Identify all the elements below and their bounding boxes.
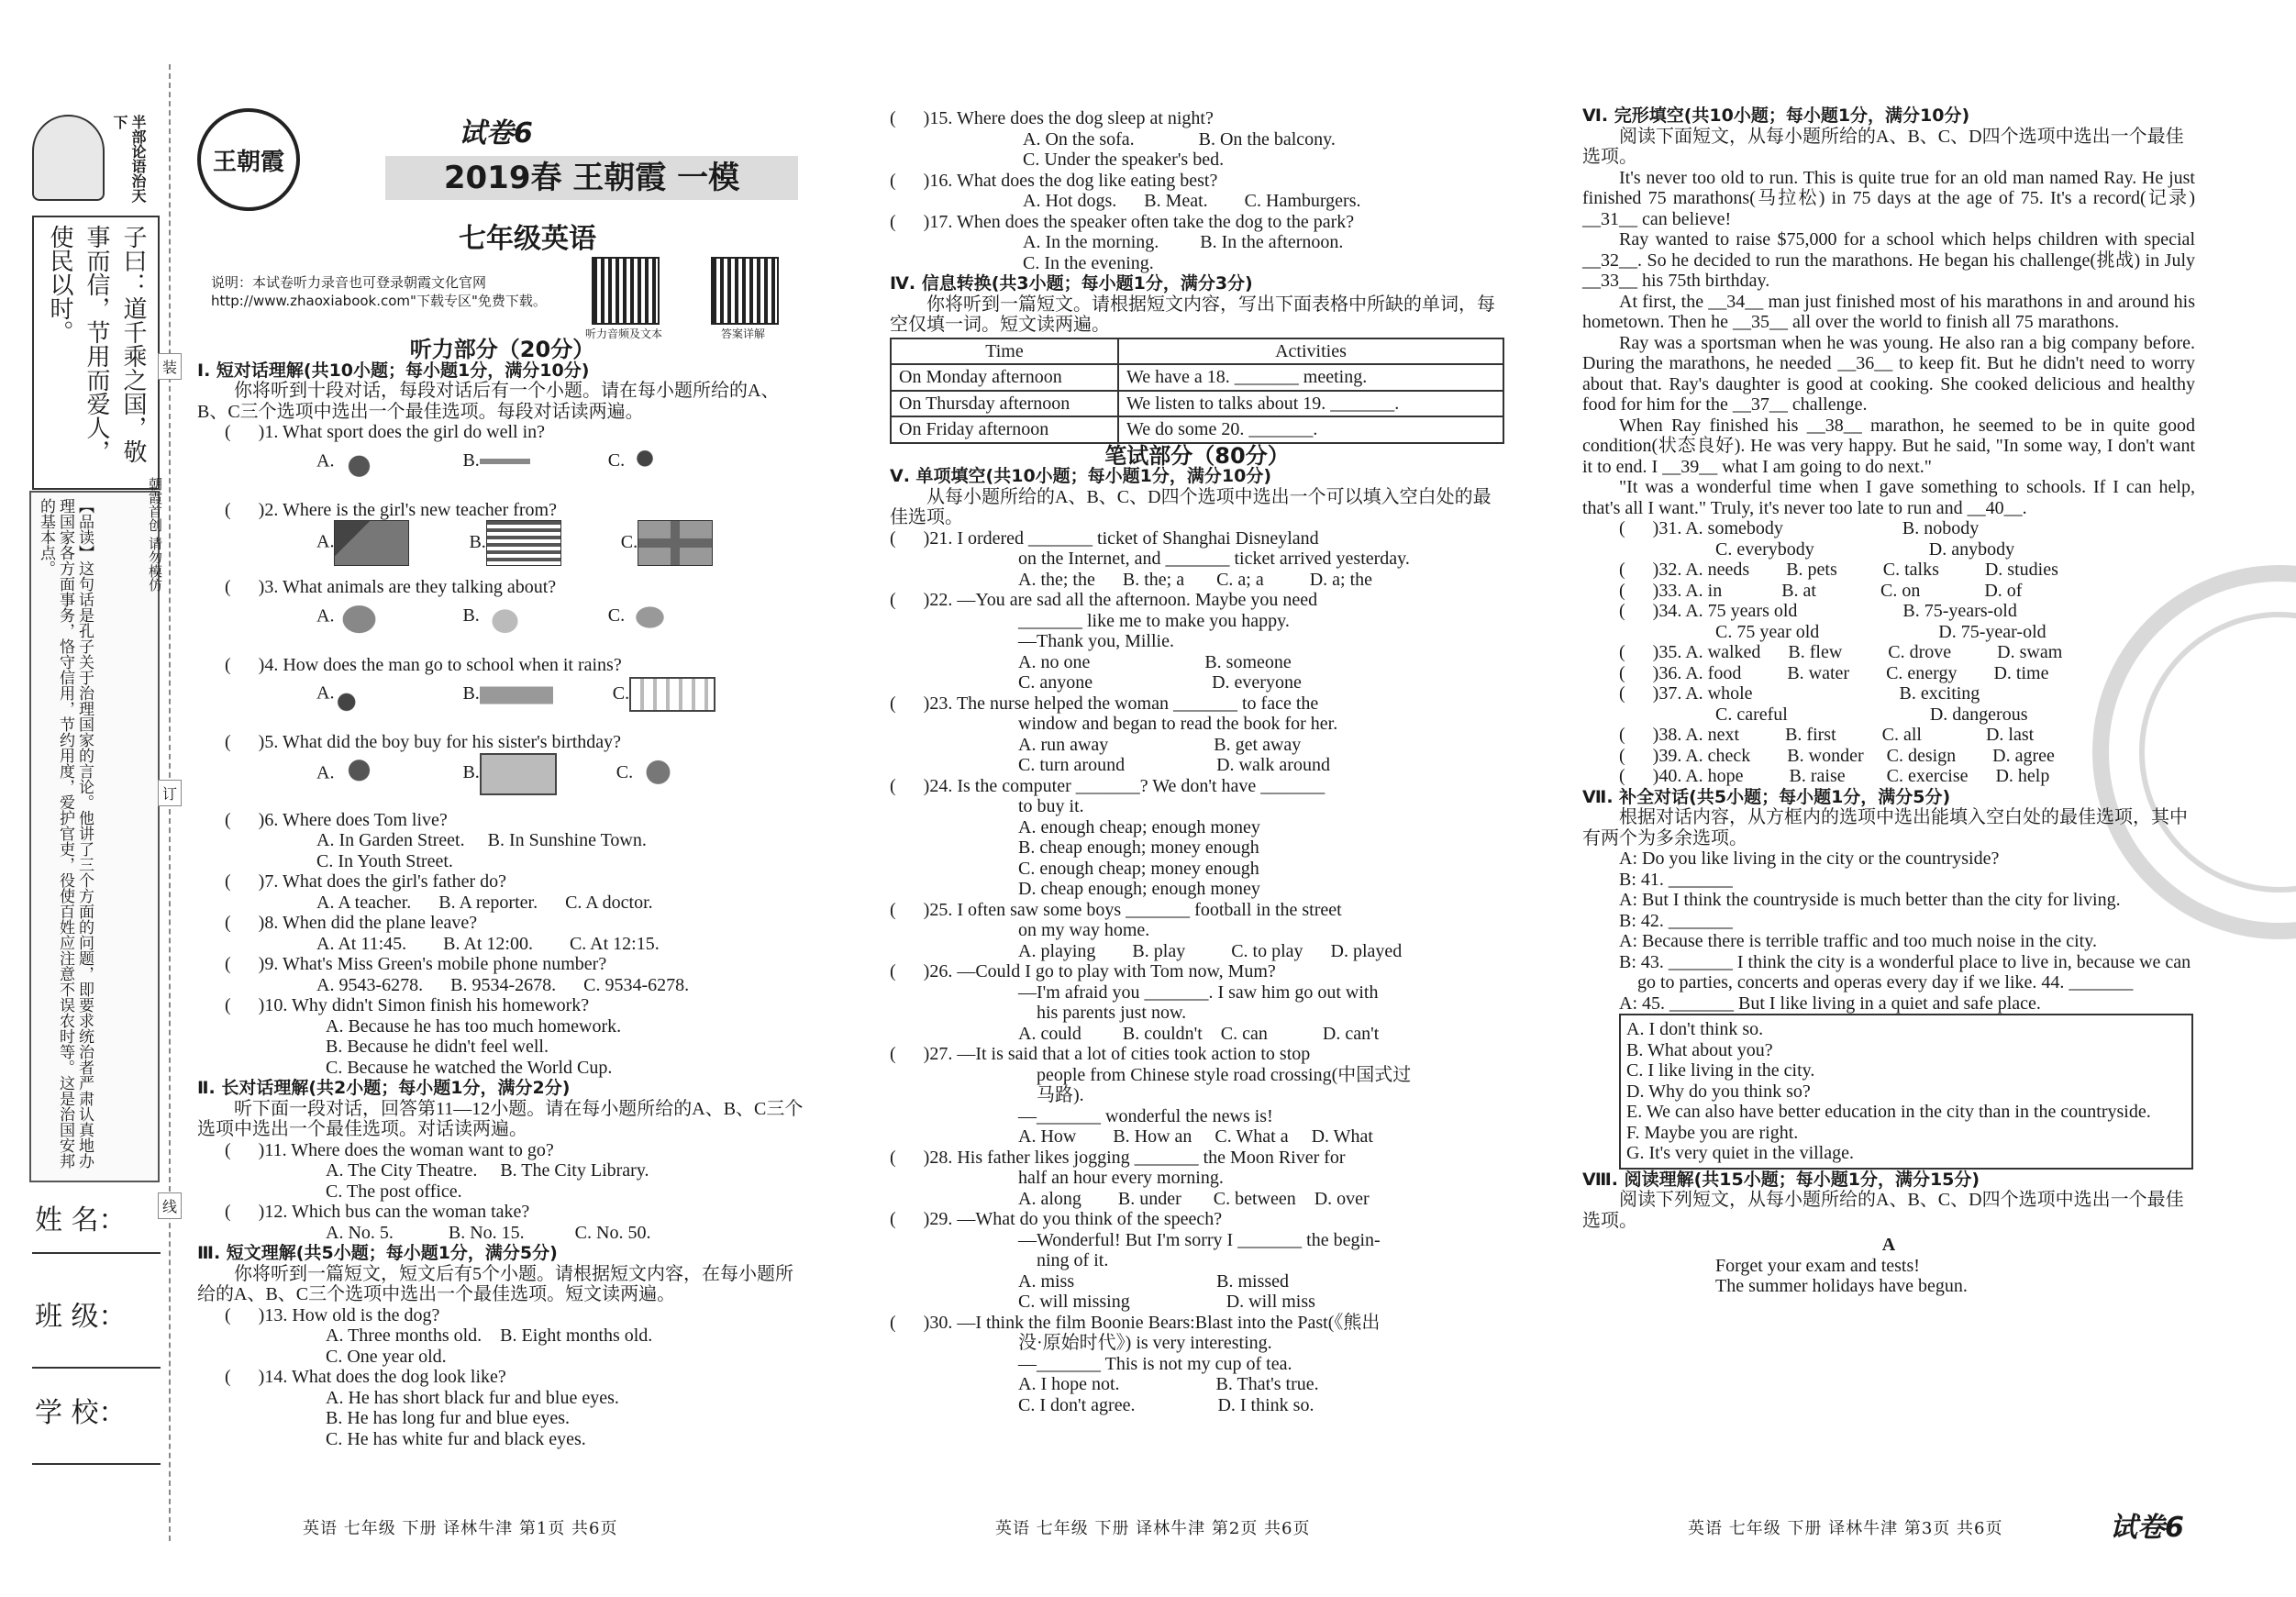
bicycle-icon[interactable] bbox=[334, 675, 384, 714]
cut-label-2: 订 bbox=[158, 780, 182, 806]
q34-options-cd: C. 75 year old D. 75-year-old bbox=[1715, 621, 2046, 642]
table-header: Time bbox=[891, 338, 1118, 365]
q22-cont-2: —Thank you, Millie. bbox=[1018, 631, 1174, 651]
question-38: ( )38. A. next B. first C. all D. last bbox=[1619, 725, 2035, 745]
dialogue-line: A: Do you like living in the city or the countryside? bbox=[1619, 848, 2000, 869]
strip-top-label: 半部论语治天下 bbox=[111, 115, 147, 203]
option-item: C. I like living in the city. bbox=[1626, 1060, 1815, 1081]
table-row bbox=[891, 364, 1503, 391]
camel-icon[interactable] bbox=[625, 598, 675, 637]
question-11: ( )11. Where does the woman want to go? bbox=[225, 1139, 554, 1160]
q28-options: A. along B. under C. between D. over bbox=[1018, 1188, 1370, 1209]
q27-cont-3: —_______ wonderful the news is! bbox=[1018, 1105, 1273, 1126]
question-7: ( )7. What does the girl's father do? bbox=[225, 871, 507, 892]
elephant-icon[interactable] bbox=[334, 598, 384, 637]
australia-flag-icon[interactable] bbox=[334, 520, 409, 566]
q15-option-c: C. Under the speaker's bed. bbox=[1023, 150, 1225, 170]
table-cell: On Friday afternoon bbox=[891, 416, 1118, 443]
q37-options-cd: C. careful D. dangerous bbox=[1715, 704, 2028, 725]
q4-options bbox=[197, 675, 807, 732]
q24-option-a: A. enough cheap; enough money bbox=[1018, 816, 1260, 837]
table-cell: On Thursday afternoon bbox=[891, 391, 1118, 417]
section-2-title: Ⅱ. 长对话理解(共2小题；每小题1分，满分2分) bbox=[197, 1078, 571, 1098]
doll-icon[interactable] bbox=[633, 755, 683, 793]
question-40: ( )40. A. hope B. raise C. exercise D. help bbox=[1619, 766, 2050, 786]
question-14: ( )14. What does the dog look like? bbox=[225, 1367, 506, 1387]
q22-cont: _______ like me to make you happy. bbox=[1018, 610, 1290, 631]
question-37: ( )37. A. whole B. exciting bbox=[1619, 683, 1980, 704]
option-item: B. What about you? bbox=[1626, 1039, 1773, 1060]
opt-a: A. bbox=[316, 531, 335, 552]
question-31: ( )31. A. somebody B. nobody bbox=[1619, 518, 1980, 538]
page-title: 2019春 王朝霞 一模 bbox=[385, 156, 798, 200]
option-item: E. We can also have better education in the city than in the countryside. bbox=[1626, 1102, 2151, 1122]
q17-options: A. In the morning. B. In the afternoon. bbox=[1023, 232, 1344, 252]
q26-cont: —I'm afraid you _______. I saw him go out with bbox=[1018, 981, 1379, 1003]
opt-c: C. bbox=[620, 531, 638, 552]
q9-options: A. 9543-6278. B. 9534-2678. C. 9534-6278. bbox=[316, 974, 690, 995]
qr-code-audio[interactable] bbox=[592, 257, 660, 325]
q6-options: A. In Garden Street. B. In Sunshine Town. bbox=[316, 830, 647, 850]
opt-b: B. bbox=[462, 605, 480, 627]
q13-options: A. Three months old. B. Eight months old. bbox=[326, 1325, 653, 1346]
q31-options-cd: C. everybody D. anybody bbox=[1715, 538, 2015, 560]
q23-cont: window and began to read the book for her. bbox=[1018, 714, 1338, 734]
motto-box bbox=[32, 216, 160, 490]
question-28: ( )28. His father likes jogging _______ the Moon River for bbox=[890, 1147, 1346, 1168]
cloze-paragraph: Ray was a sportsman when he was young. He also ran a big company before. During the marathons, he needed __36__ to keep fit. But he didn't need to worry about that. Ray's daughter is good at cooking. She cooked delicious and healthy food for him for the __37__ challenge. bbox=[1582, 332, 2200, 415]
question-35: ( )35. A. walked B. flew C. drove D. swam bbox=[1619, 642, 2063, 662]
dialogue-line: A: But I think the countryside is much better than the city for living. bbox=[1619, 890, 2121, 910]
table-row bbox=[891, 416, 1503, 443]
question-24: ( )24. Is the computer _______? We don't have _______ bbox=[890, 775, 1325, 796]
q22-options-cd: C. anyone D. everyone bbox=[1018, 672, 1302, 693]
q10-option-b: B. Because he didn't feel well. bbox=[326, 1037, 549, 1057]
cut-label-3: 线 bbox=[158, 1192, 182, 1219]
confucius-illustration bbox=[32, 115, 105, 201]
passage-label: A bbox=[1881, 1235, 1896, 1255]
cloze-paragraph: "It was a wonderful time when I gave something to schools. If I can help, that's all I want." Truly, it's never too late to run and __40__. bbox=[1582, 477, 2200, 518]
q26-cont-2: his parents just now. bbox=[1037, 1003, 1187, 1023]
q6-option-c: C. In Youth Street. bbox=[316, 850, 453, 871]
section-8-title: Ⅷ. 阅读理解(共15小题；每小题1分，满分15分) bbox=[1582, 1169, 1980, 1190]
poem-line: Forget your exam and tests! bbox=[1715, 1255, 1920, 1276]
q1-options bbox=[197, 443, 807, 500]
q27-cont: people from Chinese style road crossing(中国式过 bbox=[1037, 1064, 1412, 1085]
opt-b: B. bbox=[462, 450, 480, 471]
opt-a: A. bbox=[316, 682, 335, 704]
q30-options-cd: C. I don't agree. D. I think so. bbox=[1018, 1394, 1314, 1415]
section-7-title: Ⅶ. 补全对话(共5小题；每小题1分，满分5分) bbox=[1582, 786, 1951, 807]
q24-option-b: B. cheap enough; money enough bbox=[1018, 837, 1259, 858]
section-4-desc: 你将听到一篇短文。请根据短文内容，写出下面表格中所缺的单词，每空仅填一词。短文读两遍。 bbox=[890, 294, 1495, 335]
rabbit-icon[interactable] bbox=[480, 598, 530, 637]
question-34: ( )34. A. 75 years old B. 75-years-old bbox=[1619, 601, 2017, 621]
download-note: 说明：本试卷听力录音也可登录朝霞文化官网http://www.zhaoxiabook.com"下载专区"免费下载。 bbox=[211, 274, 547, 309]
question-17: ( )17. When does the speaker often take the dog to the park? bbox=[890, 211, 1355, 232]
question-36: ( )36. A. food B. water C. energy D. time bbox=[1619, 662, 2049, 683]
school-label: 学 校： bbox=[35, 1397, 127, 1429]
q10-option-a: A. Because he has too much homework. bbox=[326, 1015, 622, 1037]
dialogue-line[interactable]: B: 42. _______ bbox=[1619, 910, 1733, 931]
footer-page-1: 英语 七年级 下册 译林牛津 第1页 共6页 bbox=[303, 1519, 618, 1538]
class-label: 班 级： bbox=[35, 1301, 127, 1333]
q11-options: A. The City Theatre. B. The City Library. bbox=[326, 1160, 649, 1181]
opt-b: B. bbox=[462, 682, 480, 704]
name-field[interactable] bbox=[32, 1252, 161, 1254]
pindu-box bbox=[29, 491, 160, 1182]
q15-options: A. On the sofa. B. On the balcony. bbox=[1023, 128, 1336, 150]
opt-b: B. bbox=[462, 762, 480, 783]
cloze-paragraph: Ray wanted to raise $75,000 for a school which helps children with special __32__. So he decided to run the marathons. He began his challenge(挑战) in July __33__ his 75th birthday. bbox=[1582, 229, 2200, 291]
q30-cont: 没·原始时代》) is very interesting. bbox=[1018, 1333, 1272, 1353]
question-3: ( )3. What animals are they talking about? bbox=[225, 577, 557, 597]
q21-options: A. the; the B. the; a C. a; a D. a; the bbox=[1018, 569, 1373, 590]
section-5-desc: 从每小题所给的A、B、C、D四个选项中选出一个可以填入空白处的最佳选项。 bbox=[890, 486, 1492, 527]
question-4: ( )4. How does the man go to school when it rains? bbox=[225, 654, 622, 675]
cloze-paragraph: It's never too old to run. This is quite true for an old man named Ray. He just finished 75 marathons(马拉松) in 75 days at the age of 75. It's a record(记录) __31__ can believe! bbox=[1582, 167, 2200, 229]
qr-code-answers[interactable] bbox=[711, 257, 779, 325]
q23-options-cd: C. turn around D. walk around bbox=[1018, 755, 1330, 775]
q17-option-c: C. In the evening. bbox=[1023, 252, 1154, 273]
cloze-paragraph: At first, the __34__ man just finished most of his marathons in and around his hometown. Then he __35__ all over the world to finish all 75 marathons. bbox=[1582, 291, 2200, 332]
q12-options: A. No. 5. B. No. 15. C. No. 50. bbox=[326, 1222, 651, 1243]
q21-cont: on the Internet, and _______ ticket arrived yesterday. bbox=[1018, 549, 1410, 569]
question-22: ( )22. —You are sad all the afternoon. Maybe you need bbox=[890, 590, 1318, 610]
opt-c: C. bbox=[612, 682, 630, 704]
column-3 bbox=[1582, 105, 2200, 1297]
footer-paper-tag: 试卷6 bbox=[2110, 1512, 2184, 1544]
table-cell: On Monday afternoon bbox=[891, 364, 1118, 391]
q8-options: A. At 11:45. B. At 12:00. C. At 12:15. bbox=[316, 933, 660, 954]
section-6-desc: 阅读下面短文，从每小题所给的A、B、C、D四个选项中选出一个最佳选项。 bbox=[1582, 126, 2184, 167]
q16-options: A. Hot dogs. B. Meat. C. Hamburgers. bbox=[1023, 191, 1361, 211]
q25-cont: on my way home. bbox=[1018, 920, 1150, 940]
binding-strip bbox=[0, 0, 170, 1597]
section-7-desc: 根据对话内容，从方框内的选项中选出能填入空白处的最佳选项，其中有两个为多余选项。 bbox=[1582, 807, 2188, 848]
opt-b: B. bbox=[469, 531, 486, 552]
table-cell[interactable]: We listen to talks about 19. _______. bbox=[1118, 391, 1503, 417]
section-5-title: Ⅴ. 单项填空(共10小题；每小题1分，满分10分) bbox=[890, 466, 1272, 486]
question-6: ( )6. Where does Tom live? bbox=[225, 809, 448, 830]
q2-options bbox=[197, 520, 807, 577]
question-5: ( )5. What did the boy buy for his sister's birthday? bbox=[225, 732, 622, 752]
option-item: A. I don't think so. bbox=[1626, 1019, 1764, 1039]
qr2-label: 答案详解 bbox=[720, 327, 765, 340]
column-2 bbox=[890, 108, 1504, 1415]
dialogue-line[interactable]: A: 45. _______ But I like living in a quiet and safe place. bbox=[1619, 993, 2041, 1014]
q28-cont: half an hour every morning. bbox=[1018, 1168, 1224, 1188]
section-2-desc: 听下面一段对话，回答第11—12小题。请在每小题所给的A、B、C三个选项中选出一个最佳选项。对话读两遍。 bbox=[197, 1098, 804, 1139]
option-item: G. It's very quiet in the village. bbox=[1626, 1143, 1854, 1163]
motto-text: 子曰：道千乘之国，敬事而信，节用而爱人，使民以时。 bbox=[46, 225, 147, 463]
q14-option-c: C. He has white fur and black eyes. bbox=[326, 1428, 586, 1449]
option-item: D. Why do you think so? bbox=[1626, 1081, 1811, 1102]
swimming-icon[interactable] bbox=[480, 443, 530, 482]
bus-icon[interactable] bbox=[629, 677, 715, 712]
section-3-title: Ⅲ. 短文理解(共5小题；每小题1分，满分5分) bbox=[197, 1243, 558, 1263]
car-icon[interactable] bbox=[480, 675, 553, 714]
question-2: ( )2. Where is the girl's new teacher from? bbox=[225, 499, 557, 520]
brand-logo: 王朝霞 bbox=[197, 108, 300, 211]
opt-a: A. bbox=[316, 762, 335, 783]
question-15: ( )15. Where does the dog sleep at night? bbox=[890, 108, 1214, 128]
q5-options bbox=[197, 753, 807, 810]
q29-options-cd: C. will missing D. will miss bbox=[1018, 1292, 1315, 1312]
question-39: ( )39. A. check B. wonder C. design D. agree bbox=[1619, 745, 2055, 766]
footer-page-3: 英语 七年级 下册 译林牛津 第3页 共6页 bbox=[1688, 1519, 2003, 1538]
question-16: ( )16. What does the dog like eating best? bbox=[890, 170, 1218, 191]
opt-c: C. bbox=[607, 605, 626, 627]
info-table bbox=[890, 338, 1504, 444]
question-23: ( )23. The nurse helped the woman _______ to face the bbox=[890, 693, 1319, 714]
q29-cont-2: ning of it. bbox=[1037, 1250, 1109, 1270]
q24-option-c: C. enough cheap; money enough bbox=[1018, 858, 1259, 879]
q30-options-ab: A. I hope not. B. That's true. bbox=[1018, 1374, 1319, 1394]
opt-a: A. bbox=[316, 450, 335, 471]
section-1-desc: 你将听到十段对话，每段对话后有一个小题。请在每小题所给的A、B、C三个选项中选出一个最佳选项。每段对话读两遍。 bbox=[197, 381, 780, 422]
question-26: ( )26. —Could I go to play with Tom now, Mum? bbox=[890, 961, 1276, 981]
cycling-icon[interactable] bbox=[334, 443, 384, 482]
opt-c: C. bbox=[616, 762, 634, 783]
qr1-label: 听力音频及文本 bbox=[584, 327, 662, 340]
q3-options bbox=[197, 598, 807, 655]
table-cell[interactable]: We have a 18. _______ meeting. bbox=[1118, 364, 1503, 391]
q24-cont: to buy it. bbox=[1018, 796, 1084, 816]
question-27: ( )27. —It is said that a lot of cities took action to stop bbox=[890, 1044, 1311, 1064]
pindu-text: 【品读】这句话是孔子关于治理国家的言论。他讲了三个方面的问题，即要求统治者严肃认真地办理国家各方面事务，恪守信用，节约用度，爱护官吏，役使百姓应注意不误农时等。这是治国安邦的基本点。 bbox=[38, 498, 94, 1169]
section-1-title: Ⅰ. 短对话理解(共10小题；每小题1分，满分10分) bbox=[197, 360, 590, 381]
question-33: ( )33. A. in B. at C. on D. of bbox=[1619, 580, 2023, 601]
question-30: ( )30. —I think the film Boonie Bears:Blast into the Past(《熊出 bbox=[890, 1312, 1381, 1333]
question-12: ( )12. Which bus can the woman take? bbox=[225, 1202, 530, 1222]
q30-cont-2: —_______ This is not my cup of tea. bbox=[1018, 1353, 1292, 1374]
q26-options: A. could B. couldn't C. can D. can't bbox=[1018, 1023, 1380, 1044]
q13-option-c: C. One year old. bbox=[326, 1346, 447, 1367]
uk-flag-icon[interactable] bbox=[638, 520, 713, 566]
q29-options-ab: A. miss B. missed bbox=[1018, 1270, 1290, 1292]
q14-option-b: B. He has long fur and blue eyes. bbox=[326, 1408, 571, 1428]
opt-c: C. bbox=[607, 450, 626, 471]
written-title: 笔试部分（80分） bbox=[1104, 442, 1290, 469]
usa-flag-icon[interactable] bbox=[486, 520, 561, 566]
question-29: ( )29. —What do you think of the speech? bbox=[890, 1209, 1223, 1229]
cut-label-1: 装 bbox=[158, 353, 182, 380]
school-field[interactable] bbox=[32, 1463, 161, 1465]
grade-title: 七年级英语 bbox=[459, 223, 596, 255]
poem-line: The summer holidays have begun. bbox=[1715, 1276, 1968, 1296]
table-cell[interactable]: We do some 20. _______. bbox=[1118, 416, 1503, 443]
section-3-desc: 你将听到一篇短文，短文后有5个小题。请根据短文内容，在每小题所给的A、B、C三个选项中选出一个最佳选项。短文读两遍。 bbox=[197, 1263, 793, 1304]
question-25: ( )25. I often saw some boys _______ football in the street bbox=[890, 899, 1342, 920]
name-label: 姓 名： bbox=[35, 1204, 127, 1237]
question-13: ( )13. How old is the dog? bbox=[225, 1304, 440, 1325]
dialogue-line[interactable]: B: 41. _______ bbox=[1619, 869, 1733, 890]
q23-options-ab: A. run away B. get away bbox=[1018, 734, 1302, 755]
section-4-title: Ⅳ. 信息转换(共3小题；每小题1分，满分3分) bbox=[890, 273, 1253, 294]
question-9: ( )9. What's Miss Green's mobile phone number? bbox=[225, 954, 607, 974]
q25-options: A. playing B. play C. to play D. played bbox=[1018, 940, 1403, 961]
question-21: ( )21. I ordered _______ ticket of Shanghai Disneyland bbox=[890, 527, 1319, 549]
options-box bbox=[1619, 1014, 2193, 1170]
q10-option-c: C. Because he watched the World Cup. bbox=[326, 1057, 613, 1078]
cloze-paragraph: When Ray finished his __38__ marathon, he seemed to be in quite good condition(状态良好). He was very happy. But he said, "In some way, I don't want it to end. I __39__ what I am going to do next." bbox=[1582, 415, 2200, 477]
question-32: ( )32. A. needs B. pets C. talks D. studies bbox=[1619, 560, 2058, 580]
table-header-row bbox=[891, 338, 1503, 365]
card-icon[interactable] bbox=[480, 753, 557, 795]
q27-options: A. How B. How an C. What a D. What bbox=[1018, 1126, 1373, 1147]
flowers-icon[interactable] bbox=[334, 755, 384, 793]
dialogue-line: A: Because there is terrible traffic and too much noise in the city. bbox=[1619, 931, 2097, 951]
class-field[interactable] bbox=[32, 1367, 161, 1369]
section-6-title: Ⅵ. 完形填空(共10小题；每小题1分，满分10分) bbox=[1582, 105, 1970, 126]
q11-option-c: C. The post office. bbox=[326, 1181, 462, 1202]
table-header: Activities bbox=[1118, 338, 1503, 365]
listening-title: 听力部分（20分） bbox=[409, 337, 595, 362]
skating-icon[interactable] bbox=[625, 443, 675, 482]
q24-option-d: D. cheap enough; enough money bbox=[1018, 879, 1260, 899]
q14-option-a: A. He has short black fur and blue eyes. bbox=[326, 1387, 619, 1408]
q27-cont-2: 马路). bbox=[1037, 1085, 1084, 1105]
q22-options-ab: A. no one B. someone bbox=[1018, 651, 1292, 672]
opt-a: A. bbox=[316, 605, 335, 627]
question-8: ( )8. When did the plane leave? bbox=[225, 913, 478, 933]
question-10: ( )10. Why didn't Simon finish his homework? bbox=[225, 995, 590, 1015]
column-1 bbox=[197, 339, 807, 1449]
q29-cont: —Wonderful! But I'm sorry I _______ the begin- bbox=[1018, 1229, 1381, 1250]
side-note: 朝霞首创 请勿模仿 bbox=[147, 477, 163, 592]
section-8-desc: 阅读下列短文，从每小题所给的A、B、C、D四个选项中选出一个最佳选项。 bbox=[1582, 1190, 2184, 1231]
table-row bbox=[891, 391, 1503, 417]
question-1: ( )1. What sport does the girl do well in? bbox=[225, 422, 546, 442]
q7-options: A. A teacher. B. A reporter. C. A doctor. bbox=[316, 892, 653, 913]
option-item: F. Maybe you are right. bbox=[1626, 1122, 1799, 1143]
paper-tag: 试卷6 bbox=[459, 117, 533, 150]
dialogue-line[interactable]: B: 43. _______ I think the city is a wonderful place to live in, because we can go to parties, concerts and operas every day if we like. 44. _______ bbox=[1619, 951, 2196, 993]
footer-page-2: 英语 七年级 下册 译林牛津 第2页 共6页 bbox=[995, 1519, 1311, 1538]
